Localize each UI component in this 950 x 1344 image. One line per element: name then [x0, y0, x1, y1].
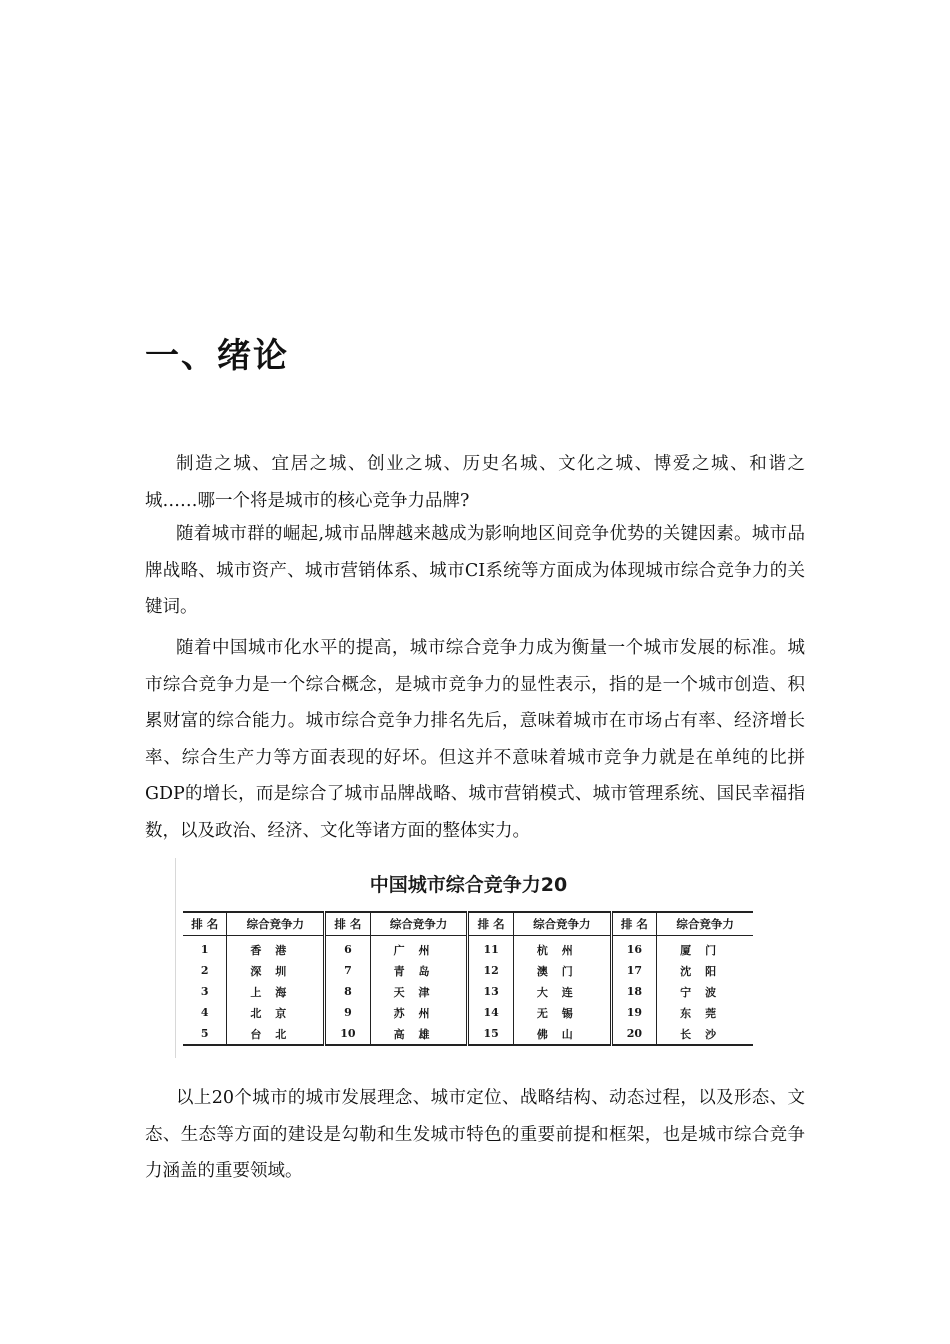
- city-cell: 广州: [370, 936, 468, 961]
- ranking-table: [183, 911, 753, 1046]
- rank-cell: 19: [611, 1002, 657, 1023]
- rank-cell: 10: [325, 1023, 371, 1045]
- paragraph-intro: 制造之城、宜居之城、创业之城、历史名城、文化之城、博爱之城、和谐之城……哪一个将是城市的核心竞争力品牌?: [145, 454, 805, 511]
- header-rank: 排 名: [468, 912, 514, 936]
- header-rank: 排 名: [183, 912, 227, 936]
- city-cell: 上海: [227, 981, 325, 1002]
- rank-cell: 4: [183, 1002, 227, 1023]
- city-cell: 澳门: [513, 960, 611, 981]
- header-city: 综合竞争力: [370, 912, 468, 936]
- table-row: [183, 1002, 753, 1023]
- header-city: 综合竞争力: [513, 912, 611, 936]
- rank-cell: 20: [611, 1023, 657, 1045]
- city-cell: 佛山: [513, 1023, 611, 1045]
- rank-cell: 17: [611, 960, 657, 981]
- city-cell: 香港: [227, 936, 325, 961]
- figure-title: 中国城市综合竞争力20: [369, 874, 568, 896]
- city-cell: 北京: [227, 1002, 325, 1023]
- rank-cell: 14: [468, 1002, 514, 1023]
- city-cell: 台北: [227, 1023, 325, 1045]
- rank-cell: 1: [183, 936, 227, 961]
- table-row: [183, 960, 753, 981]
- rank-cell: 3: [183, 981, 227, 1002]
- paragraph-competitiveness: 随着中国城市化水平的提高，城市综合竞争力成为衡量一个城市发展的标准。城市综合竞争力是一个综合概念，是城市竞争力的显性表示，指的是一个城市创造、积累财富的综合能力。城市综合竞争力排名先后，意味着城市在市场占有率、经济增长率、综合生产力等方面表现的好坏。但这并不意味着城市竞争力就是在单纯的比拼GDP的增长，而是综合了城市品牌战略、城市营销模式、城市管理系统、国民幸福指数，以及政治、经济、文化等诸方面的整体实力。: [145, 638, 805, 841]
- rank-cell: 18: [611, 981, 657, 1002]
- rank-cell: 2: [183, 960, 227, 981]
- paragraph-conclusion: 以上20个城市的城市发展理念、城市定位、战略结构、动态过程，以及形态、文态、生态等方面的建设是勾勒和生发城市特色的重要前提和框架，也是城市综合竞争力涵盖的重要领域。: [145, 1088, 805, 1181]
- header-city: 综合竞争力: [676, 917, 734, 931]
- city-cell: 宁波: [680, 985, 731, 999]
- rank-cell: 15: [468, 1023, 514, 1045]
- rank-cell: 16: [611, 936, 657, 961]
- city-cell: 杭州: [513, 936, 611, 961]
- rank-cell: 7: [325, 960, 371, 981]
- table-row: [183, 1023, 753, 1045]
- rank-cell: 6: [325, 936, 371, 961]
- table-row: [183, 981, 753, 1002]
- header-rank: 排 名: [611, 912, 657, 936]
- city-cell: 长沙: [657, 1023, 753, 1045]
- city-cell: 高雄: [370, 1023, 468, 1045]
- header-rank: 排 名: [325, 912, 371, 936]
- city-cell: 深圳: [227, 960, 325, 981]
- table-header-row: [183, 912, 753, 936]
- city-cell: 无锡: [513, 1002, 611, 1023]
- rank-cell: 13: [468, 981, 514, 1002]
- city-cell: 东莞: [680, 1006, 731, 1020]
- city-cell: 苏州: [370, 1002, 468, 1023]
- rank-cell: 12: [468, 960, 514, 981]
- section-heading: 一、绪论: [145, 336, 289, 376]
- city-cell: 天津: [370, 981, 468, 1002]
- rank-cell: 8: [325, 981, 371, 1002]
- rank-cell: 9: [325, 1002, 371, 1023]
- city-cell: 大连: [513, 981, 611, 1002]
- rank-cell: 11: [468, 936, 514, 961]
- ranking-figure: [175, 858, 761, 1058]
- paragraph-city-brand: 随着城市群的崛起,城市品牌越来越成为影响地区间竞争优势的关键因素。城市品牌战略、城市资产、城市营销体系、城市CI系统等方面成为体现城市综合竞争力的关键词。: [145, 524, 805, 617]
- table-row: [183, 936, 753, 961]
- city-cell: 青岛: [370, 960, 468, 981]
- rank-cell: 5: [183, 1023, 227, 1045]
- header-city: 综合竞争力: [227, 912, 325, 936]
- city-cell: 厦门: [680, 943, 731, 957]
- city-cell: 沈阳: [680, 964, 731, 978]
